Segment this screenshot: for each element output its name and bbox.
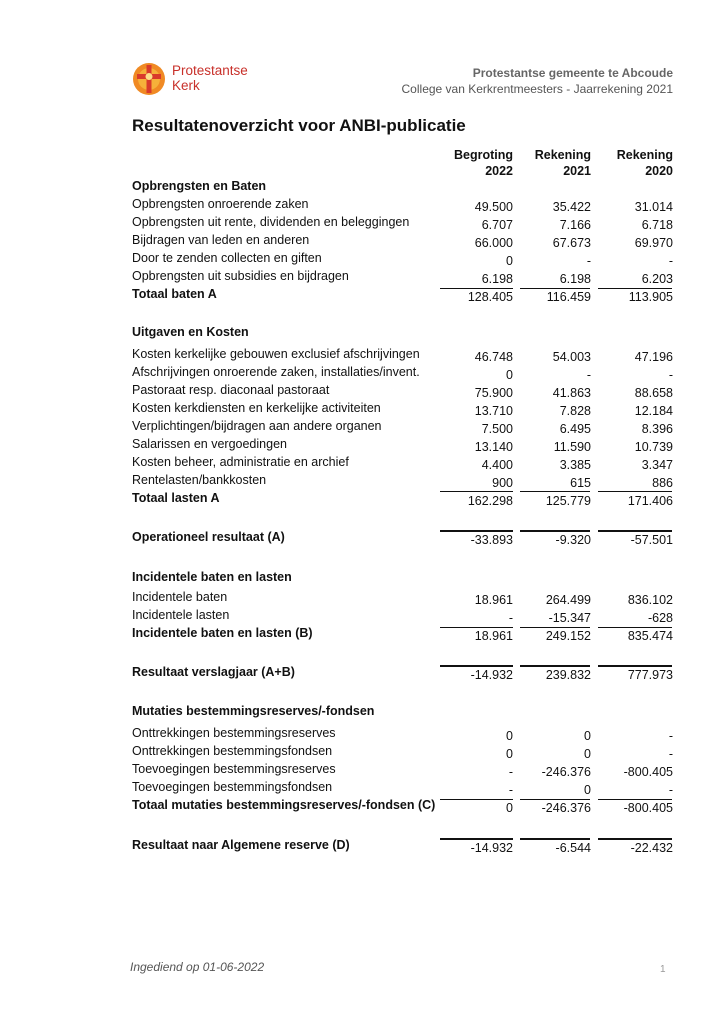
row-label: Door te zenden collecten en giften [132, 251, 322, 265]
table-row-heading [0, 704, 723, 720]
cell-value-col-2: 0 [584, 747, 591, 761]
cell-value-col-3: 10.739 [634, 440, 673, 454]
cell-value-col-1: 6.707 [481, 218, 513, 232]
cell-value-col-2: 7.166 [559, 218, 591, 232]
table-row-heading [0, 626, 723, 642]
protestantse-kerk-logo [132, 61, 272, 101]
table-row [0, 726, 723, 742]
row-label: Kosten kerkdiensten en kerkelijke activiteiten [132, 401, 381, 415]
cell-value-col-1: 0 [506, 747, 513, 761]
total-underline [440, 530, 513, 532]
table-row [0, 215, 723, 231]
table-row-heading [0, 665, 723, 681]
table-row-heading [0, 325, 723, 341]
table-row [0, 437, 723, 453]
row-label: Incidentele baten en lasten [132, 570, 292, 584]
row-label: Totaal mutaties bestemmingsreserves/-fondsen (C) [132, 798, 436, 812]
cell-value-col-1: 0 [506, 254, 513, 268]
table-row [0, 383, 723, 399]
cell-value-col-3: -628 [647, 611, 673, 625]
row-label: Incidentele baten [132, 590, 228, 604]
cell-value-col-3: 835.474 [627, 629, 673, 643]
total-underline [520, 799, 590, 800]
row-label: Incidentele lasten [132, 608, 230, 622]
total-underline [598, 288, 672, 289]
cell-value-col-1: 75.900 [474, 386, 513, 400]
cell-value-col-2: -6.544 [555, 841, 591, 855]
cell-value-col-1: 128.405 [467, 290, 513, 304]
cell-value-col-2: 249.152 [545, 629, 591, 643]
table-row-heading [0, 570, 723, 586]
cell-value-col-1: - [508, 611, 513, 625]
total-underline [598, 491, 672, 492]
cell-value-col-2: 239.832 [545, 668, 591, 682]
total-underline [520, 491, 590, 492]
row-label: Kosten beheer, administratie en archief [132, 455, 349, 469]
cell-value-col-2: 6.495 [559, 422, 591, 436]
row-label: Onttrekkingen bestemmingsfondsen [132, 744, 333, 758]
row-label: Kosten kerkelijke gebouwen exclusief afschrijvingen [132, 347, 420, 361]
cell-value-col-1: 0 [506, 368, 513, 382]
row-label: Afschrijvingen onroerende zaken, installaties/invent. [132, 365, 420, 379]
cell-value-col-1: 4.400 [481, 458, 513, 472]
document-header [402, 66, 673, 97]
table-row [0, 780, 723, 796]
cell-value-col-3: 113.905 [628, 290, 673, 304]
column-header-rekening-2020: Rekening 2020 [616, 148, 673, 178]
column-header-begroting-2022: Begroting 2022 [453, 148, 513, 178]
row-label: Salarissen en vergoedingen [132, 437, 287, 451]
total-underline [440, 838, 513, 840]
cell-value-col-2: 125.779 [545, 494, 591, 508]
table-row [0, 455, 723, 471]
cell-value-col-1: 18.961 [474, 629, 513, 643]
cell-value-col-2: -15.347 [548, 611, 591, 625]
row-label: Resultaat naar Algemene reserve (D) [132, 838, 350, 852]
row-label: Uitgaven en Kosten [132, 325, 249, 339]
cell-value-col-3: -800.405 [623, 765, 673, 779]
cell-value-col-3: - [668, 747, 673, 761]
cell-value-col-1: 46.748 [474, 350, 513, 364]
row-label: Verplichtingen/bijdragen aan andere organen [132, 419, 382, 433]
row-label: Onttrekkingen bestemmingsreserves [132, 726, 336, 740]
cell-value-col-1: 66.000 [474, 236, 513, 250]
table-row [0, 269, 723, 285]
cell-value-col-1: - [508, 765, 513, 779]
page-number: 1 [660, 964, 666, 975]
cell-value-col-2: -246.376 [541, 801, 591, 815]
cell-value-col-1: -33.893 [470, 533, 513, 547]
cell-value-col-3: -22.432 [630, 841, 673, 855]
table-row [0, 251, 723, 267]
total-underline [598, 627, 672, 628]
cell-value-col-3: -57.501 [630, 533, 673, 547]
table-row [0, 233, 723, 249]
table-row [0, 401, 723, 417]
cell-value-col-1: 6.198 [481, 272, 513, 286]
logo-line-2: Kerk [172, 78, 200, 93]
cell-value-col-3: - [668, 729, 673, 743]
organization-name: Protestantse gemeente te Abcoude [472, 66, 673, 80]
cell-value-col-2: 41.863 [552, 386, 591, 400]
row-label: Incidentele baten en lasten (B) [132, 626, 313, 640]
document-subtitle: College van Kerkrentmeesters - Jaarrekening 2021 [401, 81, 673, 96]
total-underline [520, 627, 590, 628]
cell-value-col-1: 49.500 [474, 200, 513, 214]
cell-value-col-3: - [668, 254, 673, 268]
row-label: Operationeel resultaat (A) [132, 530, 285, 544]
cell-value-col-2: 264.499 [545, 593, 591, 607]
cell-value-col-1: 162.298 [467, 494, 513, 508]
row-label: Totaal baten A [132, 287, 217, 301]
total-underline [440, 627, 513, 628]
cell-value-col-3: 88.658 [634, 386, 673, 400]
table-row-heading [0, 287, 723, 303]
cell-value-col-1: 900 [492, 476, 513, 490]
logo-line-1: Protestantse [172, 63, 248, 78]
row-label: Toevoegingen bestemmingsfondsen [132, 780, 333, 794]
total-underline [520, 288, 590, 289]
page-title: Resultatenoverzicht voor ANBI-publicatie [132, 116, 466, 135]
cell-value-col-3: 777.973 [627, 668, 673, 682]
row-label: Opbrengsten uit subsidies en bijdragen [132, 269, 349, 283]
total-underline [598, 799, 672, 800]
cell-value-col-3: 69.970 [634, 236, 673, 250]
total-underline [440, 288, 513, 289]
row-label: Opbrengsten uit rente, dividenden en beleggingen [132, 215, 410, 229]
row-label: Rentelasten/bankkosten [132, 473, 267, 487]
table-row [0, 419, 723, 435]
table-row [0, 744, 723, 760]
row-label: Mutaties bestemmingsreserves/-fondsen [132, 704, 375, 718]
submission-date: Ingediend op 01-06-2022 [130, 960, 265, 974]
table-row [0, 762, 723, 778]
row-label: Resultaat verslagjaar (A+B) [132, 665, 295, 679]
table-row [0, 365, 723, 381]
cell-value-col-3: 6.203 [641, 272, 673, 286]
total-underline [440, 491, 513, 492]
cell-value-col-2: 54.003 [552, 350, 591, 364]
total-underline [598, 838, 672, 840]
cell-value-col-2: 35.422 [552, 200, 591, 214]
total-underline [598, 530, 672, 532]
cell-value-col-3: 31.014 [634, 200, 673, 214]
cell-value-col-2: - [586, 254, 591, 268]
column-header-rekening-2021: Rekening 2021 [534, 148, 591, 178]
cell-value-col-2: 116.459 [546, 290, 591, 304]
cell-value-col-2: 7.828 [559, 404, 591, 418]
row-label: Pastoraat resp. diaconaal pastoraat [132, 383, 330, 397]
row-label: Bijdragen van leden en anderen [132, 233, 310, 247]
cell-value-col-2: -246.376 [541, 765, 591, 779]
cell-value-col-1: 0 [506, 729, 513, 743]
cell-value-col-3: 3.347 [641, 458, 673, 472]
cell-value-col-2: 0 [584, 729, 591, 743]
cell-value-col-3: 8.396 [641, 422, 673, 436]
cell-value-col-2: 0 [584, 783, 591, 797]
row-label: Opbrengsten onroerende zaken [132, 197, 309, 211]
cell-value-col-1: 7.500 [481, 422, 513, 436]
cell-value-col-3: 47.196 [634, 350, 673, 364]
cell-value-col-1: 0 [506, 801, 513, 815]
table-row [0, 347, 723, 363]
row-label: Opbrengsten en Baten [132, 179, 267, 193]
cell-value-col-3: 171.406 [627, 494, 673, 508]
cell-value-col-2: 6.198 [559, 272, 591, 286]
row-label: Toevoegingen bestemmingsreserves [132, 762, 336, 776]
cell-value-col-1: 13.140 [474, 440, 513, 454]
cell-value-col-1: - [508, 783, 513, 797]
table-row-heading [0, 798, 723, 814]
table-row [0, 197, 723, 213]
total-underline [598, 665, 672, 667]
cell-value-col-1: -14.932 [470, 668, 513, 682]
cell-value-col-2: 67.673 [552, 236, 591, 250]
table-row-heading [0, 838, 723, 854]
cross-sun-icon [132, 62, 166, 96]
cell-value-col-3: - [668, 368, 673, 382]
table-row [0, 608, 723, 624]
table-row [0, 473, 723, 489]
cell-value-col-2: - [586, 368, 591, 382]
total-underline [520, 838, 590, 840]
cell-value-col-1: -14.932 [470, 841, 513, 855]
cell-value-col-3: 12.184 [634, 404, 673, 418]
table-row-heading [0, 530, 723, 546]
cell-value-col-2: 3.385 [559, 458, 591, 472]
table-row-heading [0, 491, 723, 507]
table-row-heading [0, 179, 723, 195]
cell-value-col-3: 6.718 [641, 218, 673, 232]
cell-value-col-2: 11.590 [553, 440, 591, 454]
cell-value-col-3: 836.102 [627, 593, 673, 607]
total-underline [520, 530, 590, 532]
cell-value-col-2: -9.320 [555, 533, 591, 547]
cell-value-col-2: 615 [570, 476, 591, 490]
total-underline [440, 799, 513, 800]
total-underline [440, 665, 513, 667]
cell-value-col-3: - [668, 783, 673, 797]
cell-value-col-3: -800.405 [623, 801, 673, 815]
table-row [0, 590, 723, 606]
cell-value-col-1: 13.710 [474, 404, 513, 418]
total-underline [520, 665, 590, 667]
cell-value-col-3: 886 [652, 476, 673, 490]
row-label: Totaal lasten A [132, 491, 220, 505]
cell-value-col-1: 18.961 [474, 593, 513, 607]
